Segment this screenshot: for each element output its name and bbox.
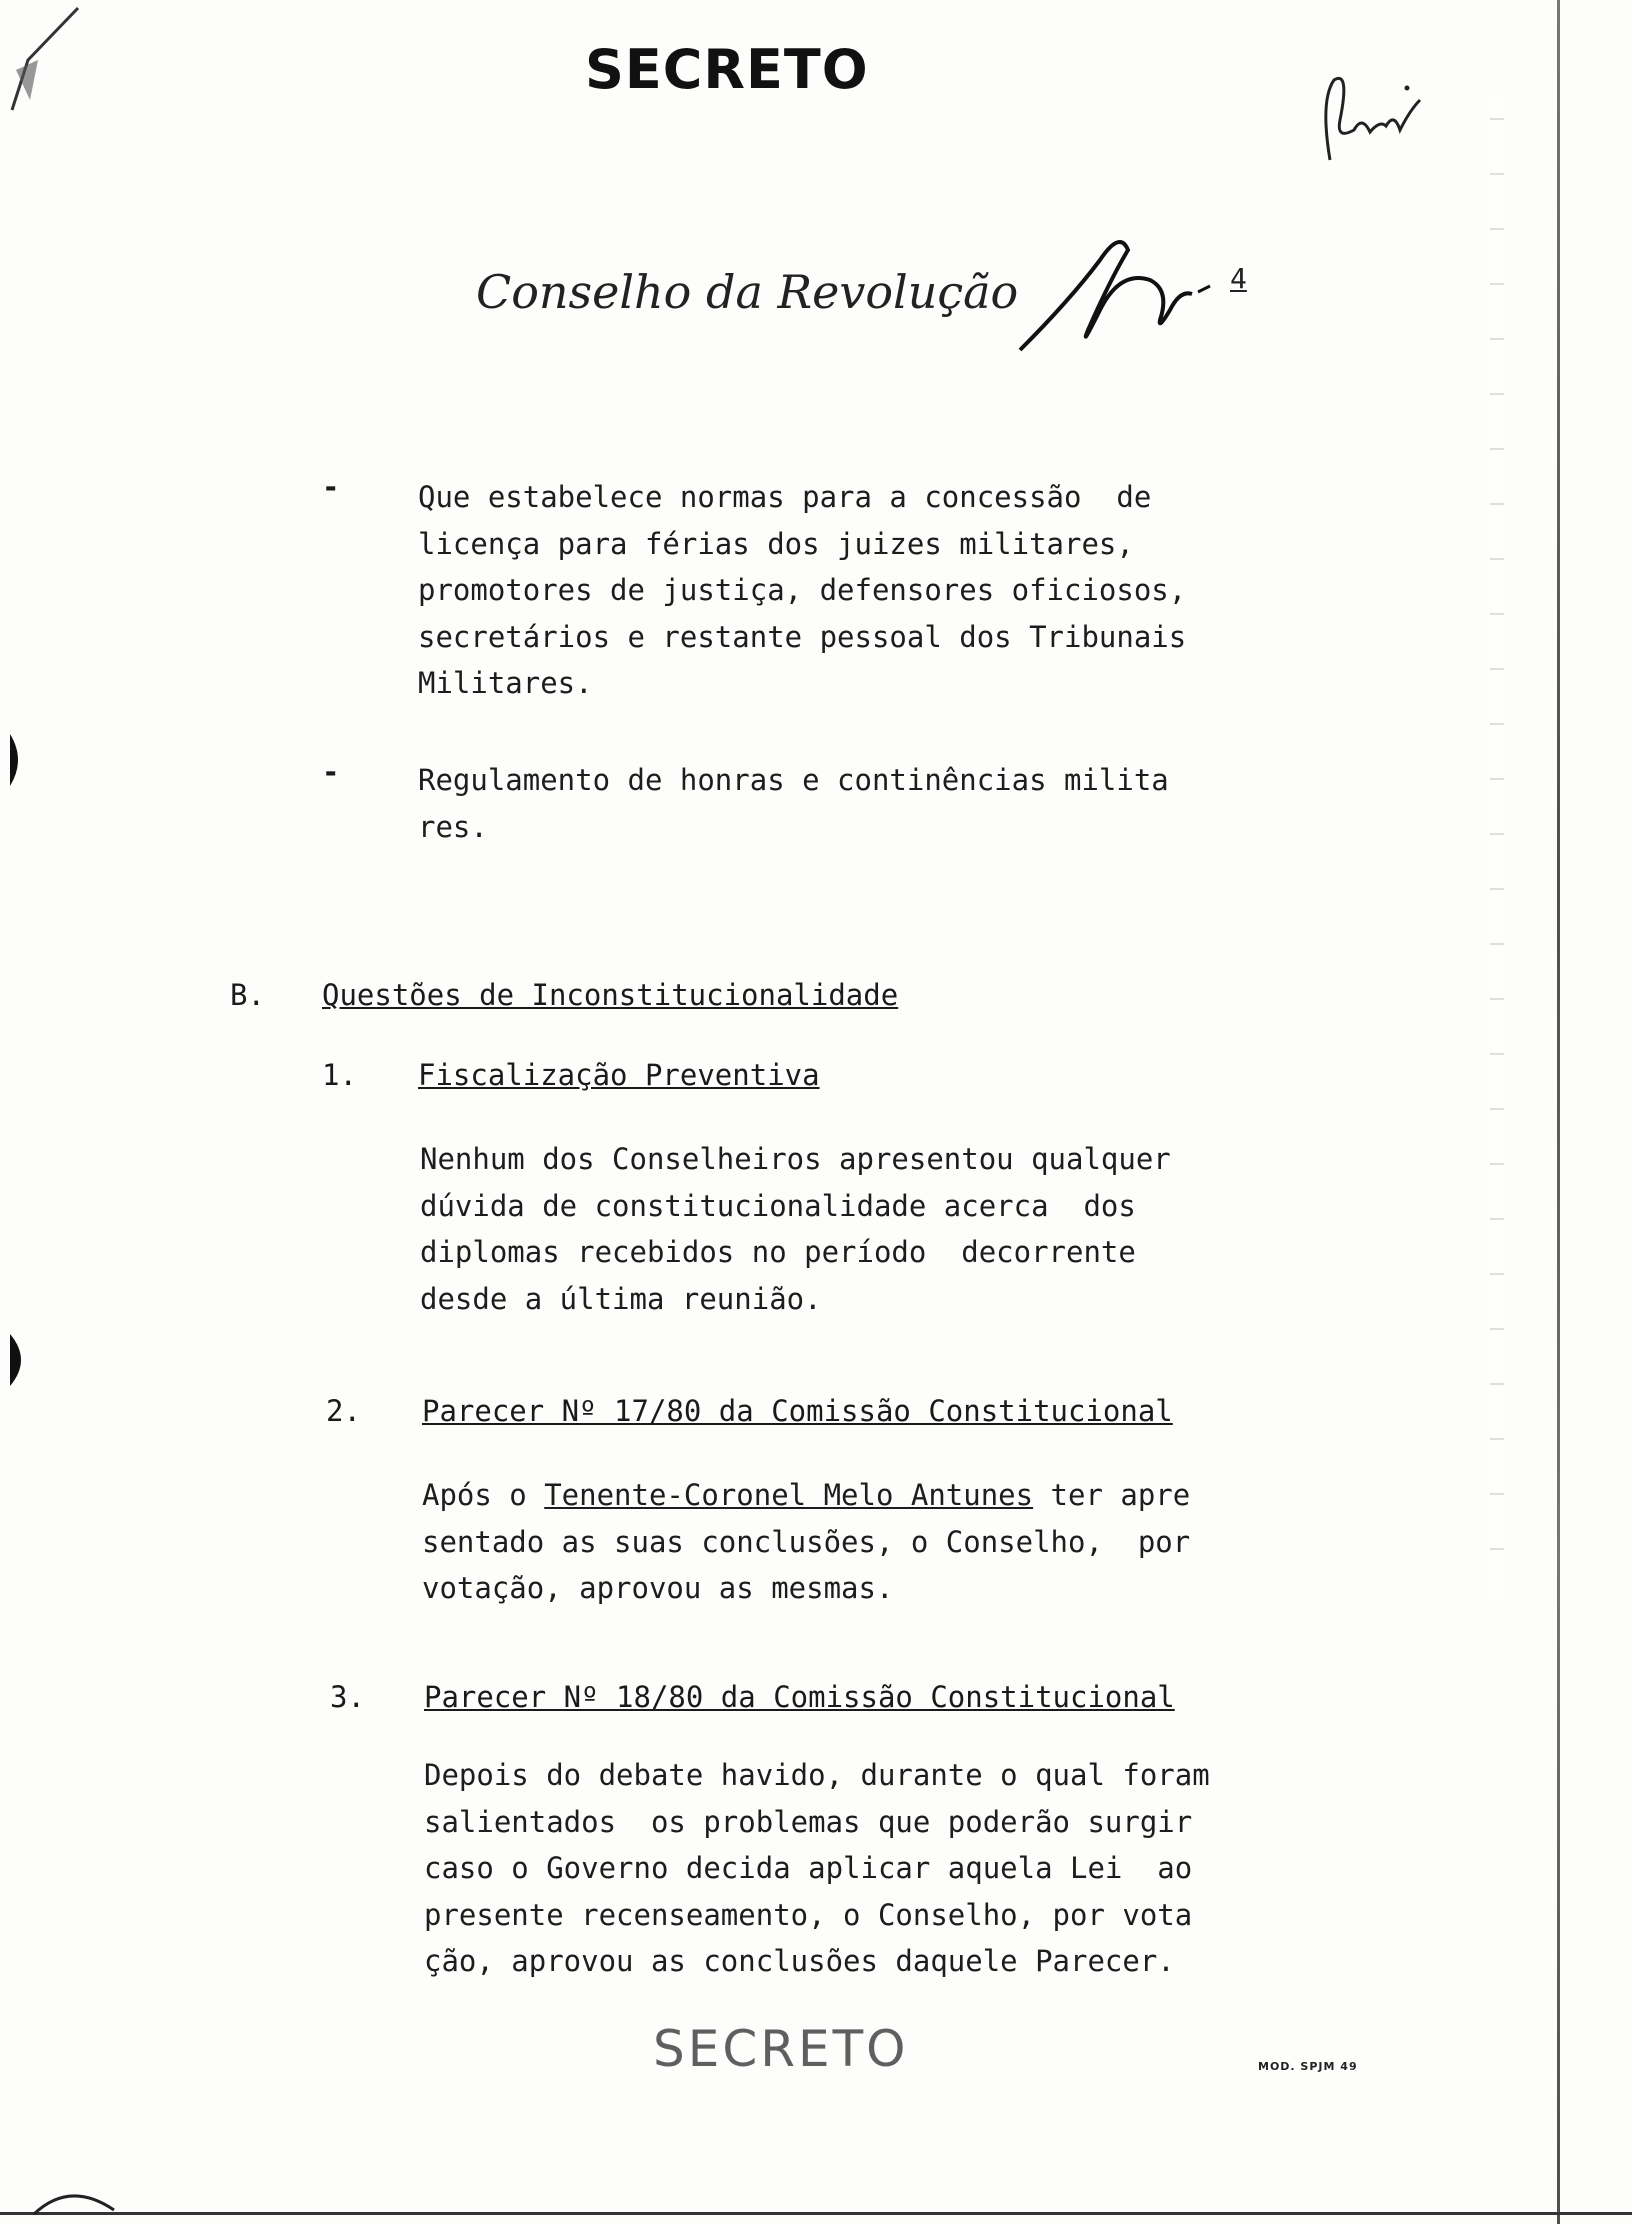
section-title: Questões de Inconstitucionalidade xyxy=(322,978,899,1012)
letterhead: Conselho da Revolução xyxy=(476,265,1019,319)
text-line: dúvida de constitucionalidade acerca dos xyxy=(420,1188,1136,1223)
text-line xyxy=(422,1472,1190,1519)
subsection-number: 1. xyxy=(322,1058,357,1092)
scan-edge-right xyxy=(1557,0,1560,2224)
text-line: votação, aprovou as mesmas. xyxy=(422,1571,894,1605)
text-line: Regulamento de honras e continências milita xyxy=(418,763,1169,797)
text-line: secretários e restante pessoal dos Tribunais xyxy=(418,619,1187,654)
paragraph xyxy=(420,1136,1171,1322)
text-line: presente recenseamento, o Conselho, por vota xyxy=(424,1897,1193,1932)
text-line: Nenhum dos Conselheiros apresentou qualquer xyxy=(420,1142,1171,1176)
text-run: ter apre xyxy=(1033,1478,1191,1512)
text-run: Após o xyxy=(422,1478,545,1512)
classification-stamp-top: SECRETO xyxy=(585,38,869,101)
subsection-title: Fiscalização Preventiva xyxy=(418,1058,820,1092)
bottom-corner-mark xyxy=(30,2180,120,2220)
text-line: desde a última reunião. xyxy=(420,1281,822,1316)
subsection-title: Parecer Nº 17/80 da Comissão Constitucional xyxy=(422,1394,1173,1428)
text-line: sentado as suas conclusões, o Conselho, por xyxy=(422,1524,1191,1559)
section-label: B. xyxy=(230,978,265,1012)
list-item xyxy=(418,474,1186,707)
text-line: res. xyxy=(418,809,488,844)
subsection-title: Parecer Nº 18/80 da Comissão Constitucional xyxy=(424,1680,1175,1714)
text-line: Militares. xyxy=(418,666,593,700)
scan-edge-bottom xyxy=(0,2212,1632,2215)
scan-speckle xyxy=(1490,100,1504,1600)
page-number: 4 xyxy=(1230,262,1247,295)
list-dash: - xyxy=(322,470,340,504)
text-line: Que estabelece normas para a concessão de xyxy=(418,480,1152,514)
text-line: promotores de justiça, defensores oficiosos, xyxy=(418,573,1187,607)
corner-mark xyxy=(8,0,108,120)
classification-stamp-bottom: SECRETO xyxy=(653,2020,909,2078)
text-line: Depois do debate havido, durante o qual foram xyxy=(424,1758,1210,1792)
subsection-number: 2. xyxy=(326,1394,361,1428)
list-item xyxy=(418,757,1169,850)
underlined-name: Tenente-Coronel Melo Antunes xyxy=(544,1478,1034,1512)
handwritten-initial-signature xyxy=(1310,60,1430,170)
subsection-number: 3. xyxy=(330,1680,365,1714)
text-line: licença para férias dos juizes militares, xyxy=(418,526,1134,561)
text-line: caso o Governo decida aplicar aquela Lei ao xyxy=(424,1851,1193,1885)
handwritten-rubric xyxy=(1010,220,1220,360)
form-code: MOD. SPJM 49 xyxy=(1258,2060,1358,2073)
text-line: ção, aprovou as conclusões daquele Parecer. xyxy=(424,1944,1175,1978)
paragraph xyxy=(424,1752,1210,1985)
text-line: salientados os problemas que poderão surgir xyxy=(424,1804,1193,1839)
text-line: diplomas recebidos no período decorrente xyxy=(420,1235,1136,1269)
paragraph xyxy=(422,1472,1190,1612)
list-dash: - xyxy=(322,755,340,789)
binder-mark-1 xyxy=(6,730,30,790)
binder-mark-2 xyxy=(6,1330,36,1390)
